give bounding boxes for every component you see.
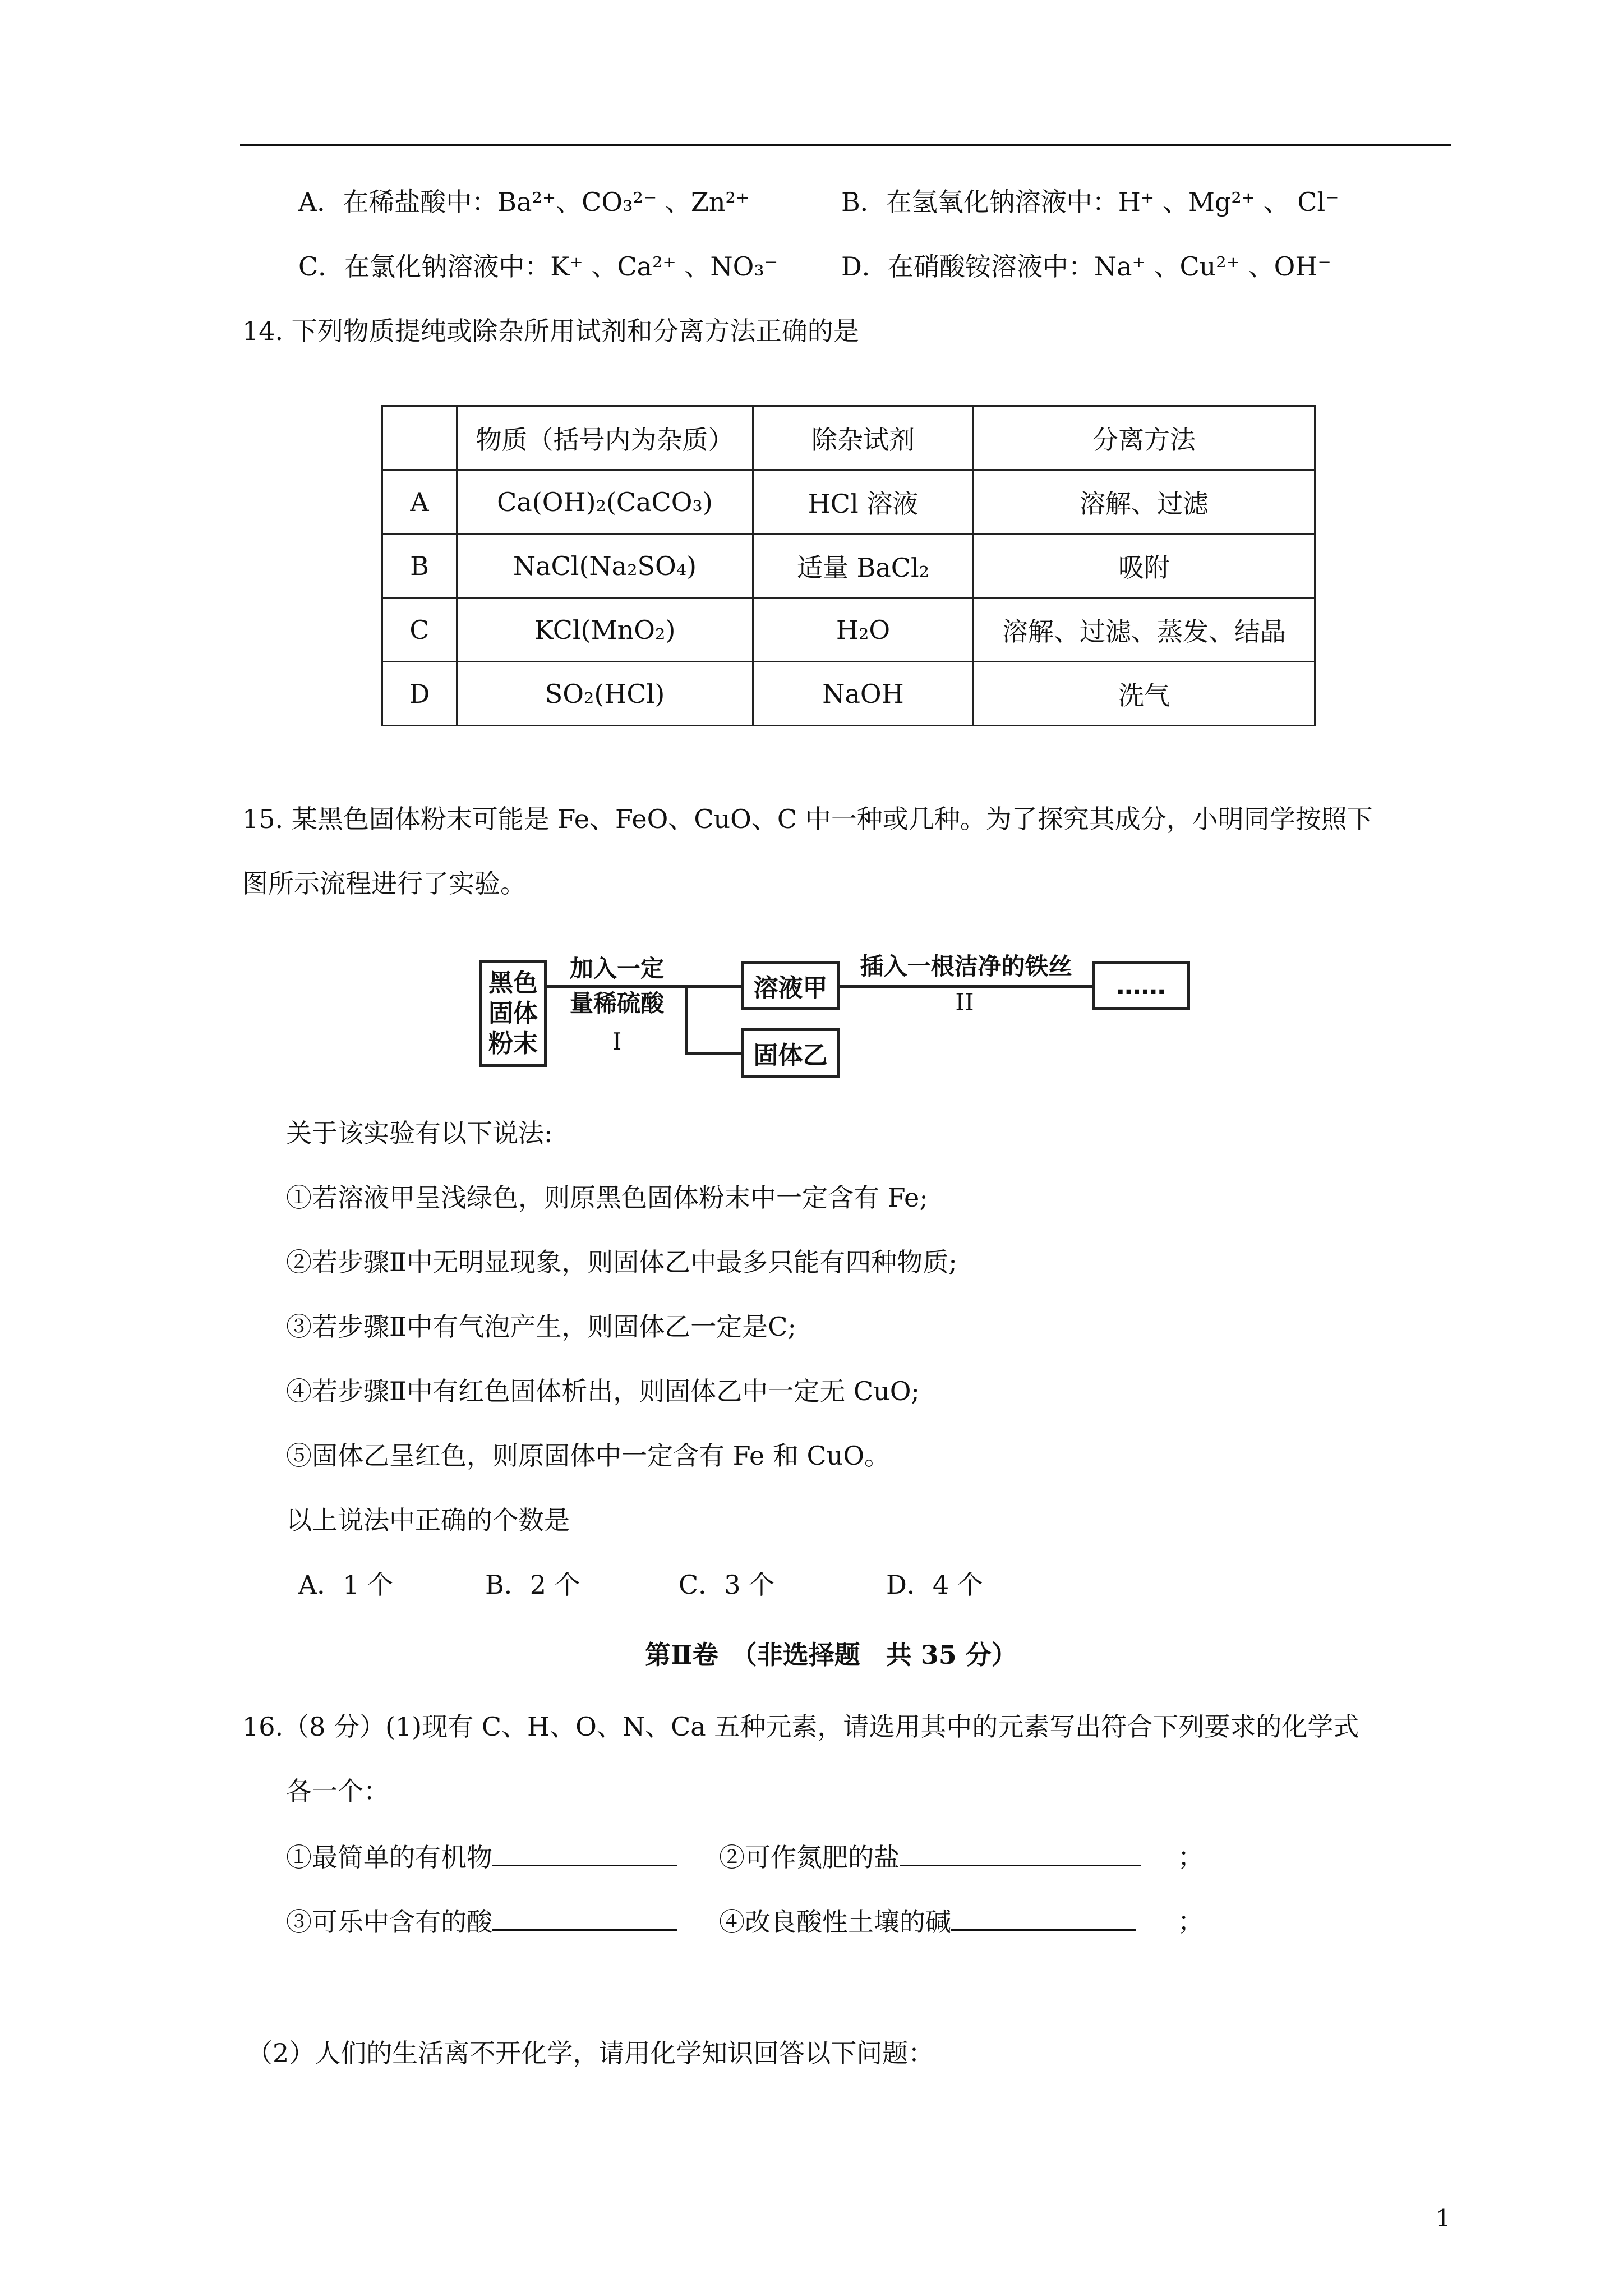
- table-cell: 吸附: [974, 534, 1315, 598]
- header-rule: [240, 144, 1451, 146]
- table-cell: NaCl(Na₂SO₄): [457, 534, 753, 598]
- q16-part2: （2）人们的生活离不开化学，请用化学知识回答以下问题：: [247, 2038, 934, 2068]
- table-header-cell: 物质（括号内为杂质）: [457, 406, 753, 470]
- q15-statement: ②若步骤Ⅱ中无明显现象，则固体乙中最多只能有四种物质;: [286, 1247, 957, 1277]
- flow-box-result: ……: [1092, 961, 1190, 1010]
- table-header-cell: 除杂试剂: [753, 406, 974, 470]
- q15-option-a: A．1 个: [298, 1570, 394, 1600]
- table-cell: 洗气: [974, 662, 1315, 726]
- flow-step2-number: II: [955, 988, 974, 1016]
- table-cell: D: [382, 662, 457, 726]
- q16-separator: ；: [1178, 1906, 1204, 1936]
- q16-item3: [286, 1904, 677, 1939]
- table-cell: B: [382, 534, 457, 598]
- q14-stem: 14. 下列物质提纯或除杂所用试剂和分离方法正确的是: [242, 316, 859, 346]
- flow-box-solution: 溶液甲: [741, 961, 840, 1010]
- q16-item1-label: ①最简单的有机物: [286, 1842, 492, 1872]
- section-title: 第Ⅱ卷 （非选择题 共 35 分）: [645, 1640, 1017, 1670]
- q16-item2: [719, 1840, 1141, 1874]
- page-number: 1: [1436, 2205, 1451, 2232]
- flow-branch-line: [685, 985, 688, 1055]
- q15-stem-line2: 图所示流程进行了实验。: [242, 868, 526, 899]
- q15-statement: ③若步骤Ⅱ中有气泡产生，则固体乙一定是C;: [286, 1312, 796, 1342]
- flow-box-powder-line: 黑色: [488, 969, 538, 997]
- q16-line1: 16.（8 分）(1)现有 C、H、O、N、Ca 五种元素，请选用其中的元素写出符合下列要求的化学式: [242, 1711, 1359, 1742]
- table-row: [382, 534, 1315, 598]
- q15-statement: ④若步骤Ⅱ中有红色固体析出，则固体乙中一定无 CuO;: [286, 1376, 920, 1406]
- answer-blank[interactable]: [951, 1904, 1136, 1931]
- table-cell: NaOH: [753, 662, 974, 726]
- table-header-cell: 分离方法: [974, 406, 1315, 470]
- table-cell: C: [382, 598, 457, 662]
- flow-step1-label-2: 量稀硫酸: [569, 990, 664, 1017]
- q13-option-c: C．在氯化钠溶液中：K⁺ 、Ca²⁺ 、NO₃⁻: [298, 251, 778, 282]
- table-cell: HCl 溶液: [753, 470, 974, 534]
- q13-option-b: B．在氢氧化钠溶液中：H⁺ 、Mg²⁺ 、 Cl⁻: [841, 187, 1339, 217]
- table-cell: 适量 BaCl₂: [753, 534, 974, 598]
- flow-step2-label: 插入一根洁净的铁丝: [860, 953, 1072, 980]
- q16-item2-label: ②可作氮肥的盐: [719, 1842, 900, 1872]
- q15-option-b: B．2 个: [485, 1570, 580, 1600]
- table-cell: Ca(OH)₂(CaCO₃): [457, 470, 753, 534]
- table-row: [382, 470, 1315, 534]
- flow-arrow-to-solid: [685, 1052, 741, 1055]
- flow-step1-label-1: 加入一定: [569, 955, 664, 982]
- table-cell: A: [382, 470, 457, 534]
- q14-table: [381, 405, 1316, 726]
- q16-line2: 各一个：: [286, 1776, 389, 1806]
- q15-option-c: C．3 个: [679, 1570, 775, 1600]
- answer-blank[interactable]: [492, 1904, 677, 1931]
- flow-box-powder-line: 粉末: [488, 1029, 538, 1058]
- table-row: [382, 598, 1315, 662]
- table-row: [382, 662, 1315, 726]
- flow-box-solid: 固体乙: [741, 1028, 840, 1078]
- q13-option-d: D．在硝酸铵溶液中：Na⁺ 、Cu²⁺ 、OH⁻: [841, 251, 1331, 282]
- q15-statement: ⑤固体乙呈红色，则原固体中一定含有 Fe 和 CuO。: [286, 1441, 891, 1471]
- table-cell: 溶解、过滤: [974, 470, 1315, 534]
- q16-item1: [286, 1840, 677, 1874]
- answer-blank[interactable]: [900, 1840, 1141, 1866]
- q15-intro: 关于该实验有以下说法:: [286, 1118, 553, 1148]
- q16-item4: [719, 1904, 1136, 1939]
- q16-item4-label: ④改良酸性土壤的碱: [719, 1907, 951, 1937]
- q15-question: 以上说法中正确的个数是: [286, 1505, 570, 1535]
- q16-item3-label: ③可乐中含有的酸: [286, 1907, 492, 1937]
- answer-blank[interactable]: [492, 1840, 677, 1866]
- q15-statement: ①若溶液甲呈浅绿色，则原黑色固体粉末中一定含有 Fe;: [286, 1182, 928, 1213]
- flow-arrow-1: [547, 985, 687, 988]
- table-header-cell: [382, 406, 457, 470]
- flow-box-powder-line: 固体: [488, 999, 538, 1028]
- q15-option-d: D．4 个: [886, 1570, 983, 1600]
- q16-separator: ；: [1178, 1842, 1204, 1872]
- flow-arrow-to-solution: [685, 985, 741, 988]
- q13-option-a: A．在稀盐酸中：Ba²⁺、CO₃²⁻ 、Zn²⁺: [298, 187, 750, 217]
- flow-step1-number: I: [612, 1028, 622, 1055]
- q15-stem-line1: 15. 某黑色固体粉末可能是 Fe、FeO、CuO、C 中一种或几种。为了探究其成分，小明同学按照下: [242, 804, 1373, 834]
- table-cell: KCl(MnO₂): [457, 598, 753, 662]
- flow-box-powder: [479, 960, 547, 1067]
- table-cell: H₂O: [753, 598, 974, 662]
- table-cell: 溶解、过滤、蒸发、结晶: [974, 598, 1315, 662]
- table-cell: SO₂(HCl): [457, 662, 753, 726]
- table-header-row: [382, 406, 1315, 470]
